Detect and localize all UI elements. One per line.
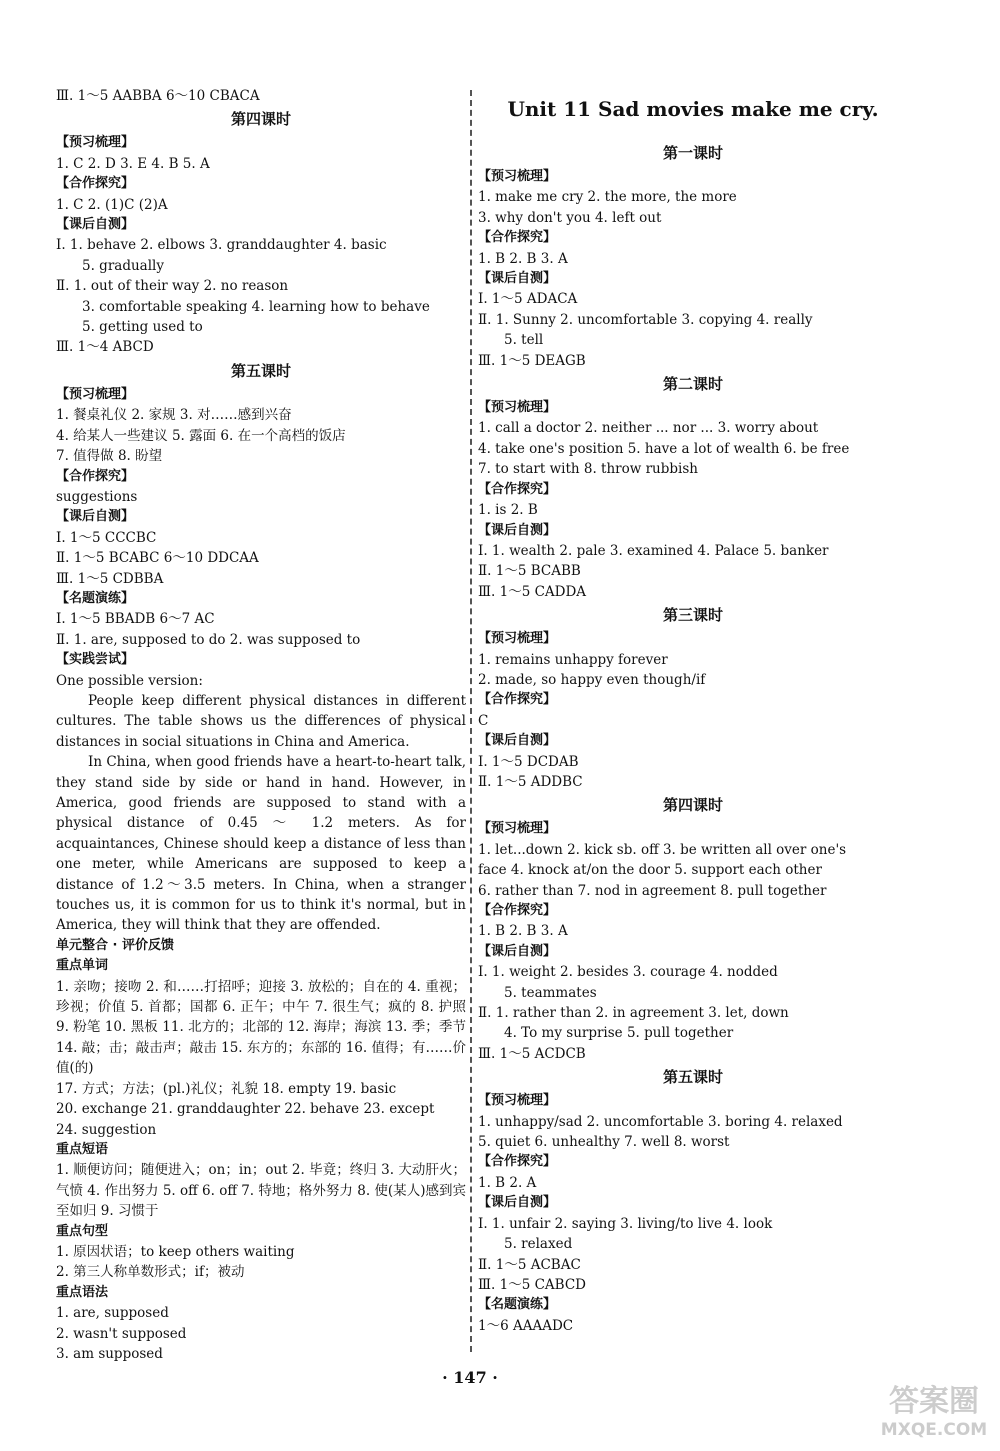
section-heading: 【合作探究】 [478, 903, 557, 918]
section-heading: 重点语法 [56, 1284, 109, 1300]
answer-line: 5. teammates [504, 984, 597, 1001]
answer-line: Ⅰ. 1～5 DCDAB [478, 753, 579, 770]
answer-line: C [478, 712, 489, 729]
answer-line: Ⅲ. 1～5 CDBBA [56, 570, 164, 587]
answer-line: 7. to start with 8. throw rubbish [478, 461, 698, 478]
answer-line: 2. 第三人称单数形式；if；被动 [56, 1264, 245, 1281]
right-column [478, 86, 908, 1336]
section-heading: 【名题演练】 [56, 590, 135, 606]
section-heading: 【课后自测】 [478, 522, 557, 538]
answer-line: 1. make me cry 2. the more, the more [478, 189, 737, 206]
answer-line: 1. unhappy/sad 2. uncomfortable 3. boring 4. relaxed [478, 1113, 843, 1130]
lesson-title: 第一课时 [662, 144, 723, 162]
section-heading: 【实践尝试】 [56, 652, 135, 668]
section-heading: 【课后自测】 [478, 943, 557, 959]
answer-line: Ⅱ. 1. rather than 2. in agreement 3. let, down [478, 1005, 789, 1022]
answer-line: 7. 值得做 8. 盼望 [56, 448, 163, 465]
answer-line: 17. 方式；方法；(pl.)礼仪；礼貌 18. empty 19. basic [56, 1080, 397, 1097]
answer-line: Ⅲ. 1～5 CADDA [478, 583, 587, 600]
answer-line: 1. C 2. D 3. E 4. B 5. A [56, 155, 210, 172]
answer-line: Ⅲ. 1～5 DEAGB [478, 352, 586, 369]
answer-line: Ⅰ. 1～5 ADACA [478, 291, 578, 308]
watermark-logo [874, 1375, 994, 1445]
section-heading: 【课后自测】 [478, 733, 557, 749]
answer-line: Ⅰ. 1. behave 2. elbows 3. granddaughter 4. basic [56, 237, 387, 254]
answer-line: 4. To my surprise 5. pull together [504, 1025, 734, 1042]
essay-paragraph: In China, when good friends have a heart-to-heart talk, they stand side by side or hand in hand. However, in America, good friends are supposed to stand with a physical distance of 0.45 ～ 1.2 meters. As for acquaintances, Chinese should keep a distance of less than one meter, while Americans are supposed to keep a distance of 1.2～3.5 meters. In China, when a stranger touches us, it is common for us to think it's normal, but in America, they will think that they are offended. [56, 754, 466, 934]
lesson-title: 第四课时 [230, 110, 291, 129]
answer-line: suggestions [56, 488, 138, 505]
watermark-text: 答案圈 [889, 1384, 979, 1419]
unit-title: Unit 11 Sad movies make me cry. [507, 97, 879, 121]
section-heading: 【合作探究】 [478, 1154, 557, 1170]
answer-line: 1. let...down 2. kick sb. off 3. be written all over one's [478, 841, 847, 858]
page-number: · 147 · [442, 1368, 498, 1387]
answer-line: Ⅰ. 1. unfair 2. saying 3. living/to live 4. look [478, 1215, 773, 1232]
lesson-title: 第五课时 [230, 361, 291, 380]
section-heading: 【课后自测】 [478, 271, 557, 287]
section-heading: 【预习梳理】 [478, 1093, 557, 1109]
answer-line: Ⅱ. 1～5 ADDBC [478, 773, 583, 790]
answer-line: 1. B 2. B 3. A [478, 923, 568, 940]
answer-line: 2. made, so happy even though/if [478, 671, 706, 688]
answer-line: 1. B 2. B 3. A [478, 250, 568, 267]
section-heading: 【合作探究】 [478, 230, 557, 246]
section-heading: 【预习梳理】 [56, 386, 135, 402]
answer-line: One possible version: [56, 672, 203, 689]
section-heading: 单元整合 · 评价反馈 [56, 937, 174, 953]
section-heading: 重点句型 [56, 1223, 109, 1239]
answer-line: 6. rather than 7. nod in agreement 8. pull together [478, 882, 827, 899]
section-heading: 【预习梳理】 [478, 821, 557, 837]
answer-line: Ⅰ. 1. weight 2. besides 3. courage 4. nodded [478, 964, 778, 981]
section-heading: 【合作探究】 [56, 468, 135, 484]
answer-line: 3. why don't you 4. left out [478, 209, 662, 226]
answer-line: 1. B 2. A [478, 1174, 537, 1191]
answer-line: 2. wasn't supposed [56, 1325, 187, 1342]
answer-line: 20. exchange 21. granddaughter 22. behave 23. except [56, 1101, 435, 1118]
answer-line: Ⅱ. 1～5 ACBAC [478, 1256, 581, 1273]
column-divider [470, 90, 472, 1352]
answer-line: 1～6 AAAADC [478, 1317, 574, 1334]
answer-line: Ⅲ. 1～5 CABCD [478, 1276, 586, 1293]
answer-line: 5. tell [504, 332, 544, 349]
section-heading: 【预习梳理】 [478, 400, 557, 416]
answer-line: face 4. knock at/on the door 5. support each other [478, 862, 822, 879]
section-heading: 【课后自测】 [56, 509, 135, 525]
lesson-title: 第五课时 [662, 1068, 723, 1087]
section-heading: 【名题演练】 [478, 1297, 557, 1313]
lesson-title: 第三课时 [662, 606, 723, 625]
answer-line: 1. 餐桌礼仪 2. 家规 3. 对……感到兴奋 [56, 407, 292, 424]
answer-line: Ⅲ. 1～5 AABBA 6～10 CBACA [56, 88, 260, 104]
section-heading: 【预习梳理】 [478, 169, 557, 184]
section-heading: 【合作探究】 [56, 176, 135, 192]
answer-line: 1. C 2. (1)C (2)A [56, 196, 168, 213]
section-heading: 【合作探究】 [478, 481, 557, 497]
left-column [56, 86, 466, 1364]
answer-line: Ⅰ. 1～5 BBADB 6～7 AC [56, 611, 215, 628]
lesson-title: 第四课时 [662, 796, 723, 815]
answer-line: 4. 给某人一些建议 5. 露面 6. 在一个高档的饭店 [56, 427, 346, 444]
answer-line: Ⅱ. 1～5 BCABB [478, 563, 581, 580]
watermark-url: MXQE.COM [880, 1420, 988, 1440]
answer-paragraph: 1. 亲吻；接吻 2. 和……打招呼；迎接 3. 放松的；自在的 4. 重视；珍视；价值 5. 首都；国都 6. 正午；中午 7. 很生气；疯的 8. 护照 9. 粉笔 10. 黑板 11. 北方的；北部的 12. 海岸；海滨 13. 季；季节 14. 敲；击；敲击声；敲击 15. 东方的；东部的 16. 值得；有……价值(的) [56, 978, 466, 1077]
answer-line: Ⅱ. 1. out of their way 2. no reason [56, 278, 289, 295]
section-heading: 【课后自测】 [478, 1195, 557, 1211]
answer-paragraph: 1. 顺便访问；随便进入；on；in；out 2. 毕竟；终归 3. 大动肝火；气愤 4. 作出努力 5. off 6. off 7. 特地；格外努力 8. 使(某人)感到宾至如归 9. 习惯于 [56, 1162, 466, 1220]
answer-line: 3. comfortable speaking 4. learning how to behave [82, 298, 430, 315]
section-heading: 【预习梳理】 [56, 135, 135, 151]
section-heading: 【预习梳理】 [478, 631, 557, 647]
section-heading: 【合作探究】 [478, 692, 557, 708]
answer-line: 5. relaxed [504, 1236, 573, 1253]
answer-line: 1. are, supposed [56, 1305, 169, 1322]
answer-line: 5. getting used to [82, 319, 203, 336]
answer-line: Ⅰ. 1～5 CCCBC [56, 529, 157, 546]
answer-line: 3. am supposed [56, 1345, 163, 1362]
answer-line: 1. is 2. B [478, 502, 538, 519]
answer-line: 24. suggestion [56, 1121, 157, 1138]
answer-line: 4. take one's position 5. have a lot of wealth 6. be free [478, 440, 850, 457]
essay-paragraph: People keep different physical distances in different cultures. The table shows us the differences of physical distances in social situations in China and America. [56, 692, 466, 750]
section-heading: 重点短语 [56, 1141, 109, 1157]
answer-line: Ⅲ. 1～4 ABCD [56, 339, 154, 356]
section-heading: 重点单词 [56, 958, 109, 974]
answer-line: Ⅱ. 1～5 BCABC 6～10 DDCAA [56, 550, 259, 567]
answer-line: 5. quiet 6. unhealthy 7. well 8. worst [478, 1134, 730, 1151]
lesson-title: 第二课时 [662, 375, 723, 394]
answer-line: 1. call a doctor 2. neither ... nor ... 3. worry about [478, 420, 819, 437]
answer-line: 1. remains unhappy forever [478, 651, 668, 668]
answer-line: Ⅱ. 1. are, supposed to do 2. was supposed to [56, 631, 361, 648]
answer-line: 5. gradually [82, 257, 164, 274]
answer-line: Ⅲ. 1～5 ACDCB [478, 1045, 586, 1062]
answer-line: Ⅱ. 1. Sunny 2. uncomfortable 3. copying 4. really [478, 311, 813, 328]
answer-line: 1. 原因状语；to keep others waiting [56, 1243, 295, 1260]
section-heading: 【课后自测】 [56, 217, 135, 233]
answer-line: Ⅰ. 1. wealth 2. pale 3. examined 4. Palace 5. banker [478, 542, 829, 559]
